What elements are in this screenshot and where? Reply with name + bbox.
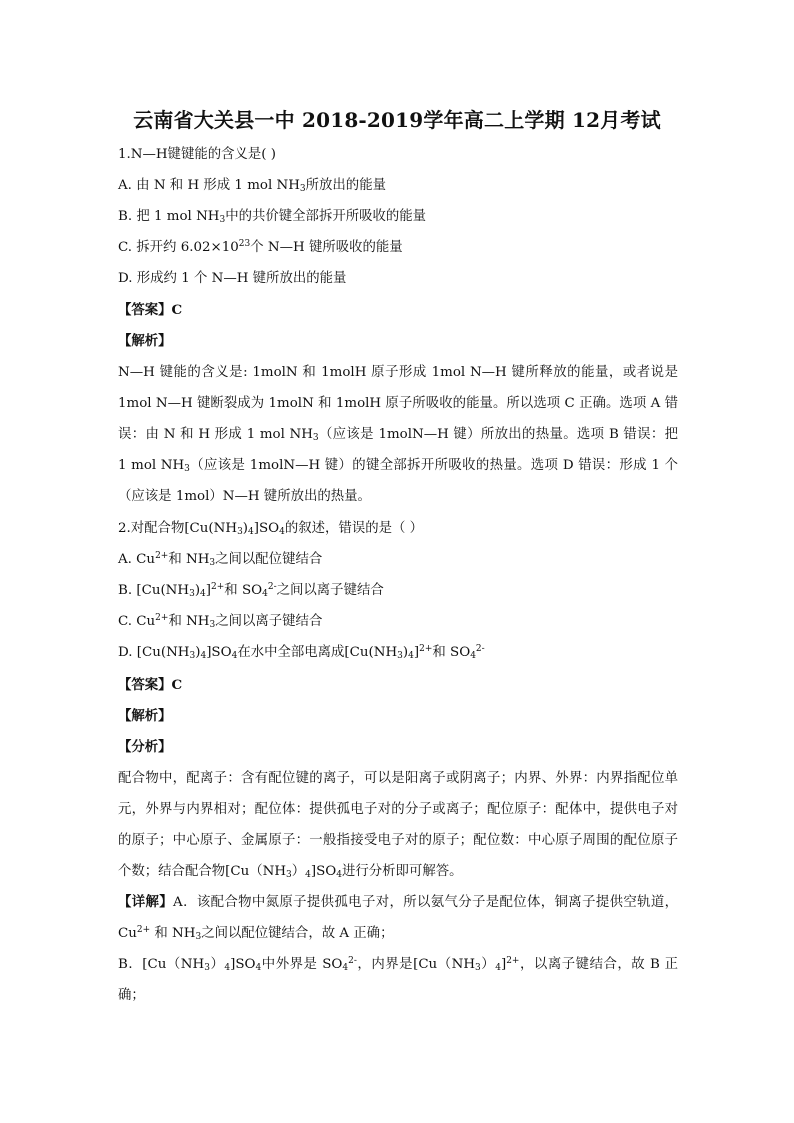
question-2-answer: 【答案】C xyxy=(118,677,183,693)
question-2-option-a: A. $Cu^{2+}$和 $NH_3$之间以配位键结合 xyxy=(118,551,323,568)
question-2-option-b: B. $[Cu(NH_3)_4]^{2+}$和 $SO_4^{2-}$之间以离子键结合 xyxy=(118,582,384,599)
question-2-option-c: C. $Cu^{2+}$和 $NH_3$之间以离子键结合 xyxy=(118,613,323,630)
question-1-option-c: C. 拆开约 $6.02\times 10^{23}$个 N—H 键所吸收的能量 xyxy=(118,239,403,255)
question-1-option-a: A. 由 N 和 H 形成 1 mol $NH_3$所放出的能量 xyxy=(118,178,386,194)
question-2-detail-label: 【详解】 xyxy=(118,894,174,910)
question-1-stem: 1.N—H键键能的含义是( ) xyxy=(118,147,276,162)
page-title: 云南省大关县一中 2018-2019学年高二上学期 12月考试 xyxy=(133,108,661,132)
question-1-analysis-label: 【解析】 xyxy=(118,333,172,349)
question-2-fenxi-label: 【分析】 xyxy=(118,739,172,755)
question-2-fenxi-text: 配合物中，配离子：含有配位键的离子，可以是阳离子或阴离子；内界、外界：内界指配位单元，外界与内界相对；配位体：提供孤电子对的分子或离子；配位原子：配体中，提供电子对的原子；中心原子、金属原子：一般指接受电子对的原子；配位数：中心原子周围的配位原子个数；结合配合物$[Cu(NH_3)_4]SO_4$进行分析即可解答。 xyxy=(118,771,678,880)
question-2-stem: 2.对配合物$[Cu(NH_3)_4]SO_4$的叙述，错误的是（ ） xyxy=(118,521,424,537)
question-2-analysis-label: 【解析】 xyxy=(118,708,172,724)
question-1-option-d: D. 形成约 1 个 N—H 键所放出的能量 xyxy=(118,271,347,286)
question-2-option-d: D. $[Cu(NH_3)_4]SO_4$在水中全部电离成$[Cu(NH_3)_4]^{2+}$和 $SO_4^{2-}$ xyxy=(118,644,485,661)
question-1-answer: 【答案】C xyxy=(118,302,183,318)
question-1-option-b: B. 把 1 mol $NH_3$中的共价键全部拆开所吸收的能量 xyxy=(118,209,427,225)
question-2-detail-text: 【详解】A．该配合物中氮原子提供孤电子对，所以氨气分子是配位体，铜离子提供空轨道，$Cu^{2+}$ 和 $NH_3$之间以配位键结合，故 A 正确； B．$[Cu(NH_3)_4]SO_4$中外界是 $SO_4^{2-}$，内界是$[Cu(NH_3)_4]^{2+}$，以离子键结合，故 B 正确； xyxy=(118,894,679,1003)
question-1-analysis-text: N—H 键能的含义是: 1molN 和 1molH 原子形成 1mol N—H 键所释放的能量，或者说是 1mol N—H 键断裂成为 1molN 和 1molH 原子所吸收的能量。所以选项 C 正确。选项 A 错误：由 N 和 H 形成 1 mol $NH_3$（应该是 1molN—H 键）所放出的热量。选项 B 错误：把 1 mol $NH_3$（应该是 1molN—H 键）的键全部拆开所吸收的热量。选项 D 错误：形成 1 个（应该是 1mol）N—H 键所放出的热量。 xyxy=(118,365,678,504)
